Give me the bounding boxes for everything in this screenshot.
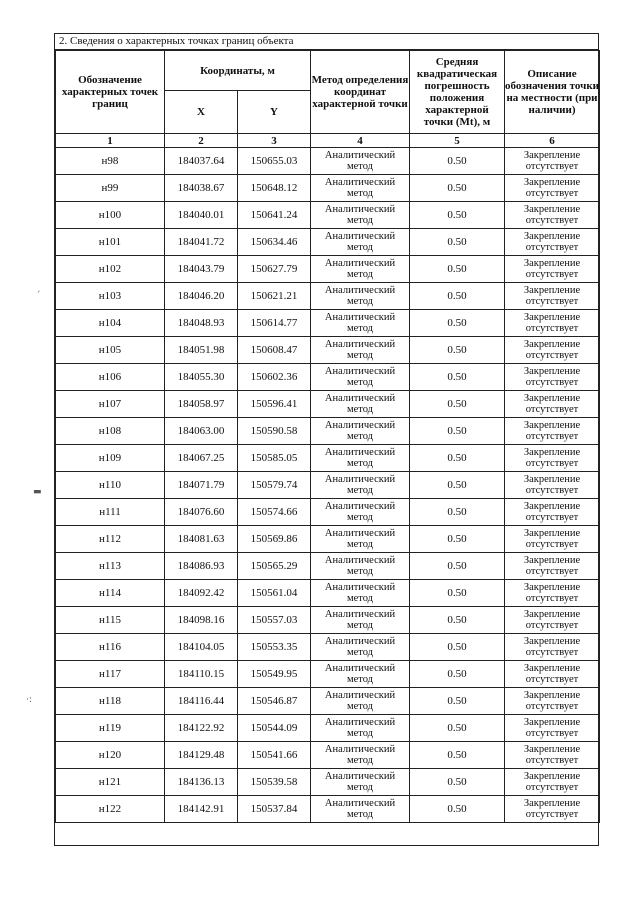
table-row xyxy=(56,526,600,553)
method-cell xyxy=(311,283,410,310)
empty-footer-cell xyxy=(56,823,600,849)
description-cell xyxy=(505,661,600,688)
description-text: отсутствует xyxy=(525,539,579,550)
description-text: Закрепление xyxy=(523,177,581,188)
coordinate-y: 150641.24 xyxy=(238,202,311,229)
method-text: метод xyxy=(346,674,374,685)
method-cell xyxy=(311,553,410,580)
method-text: Аналитический xyxy=(324,474,396,485)
description-cell xyxy=(505,175,600,202)
header-coordinates: Координаты, м xyxy=(165,51,311,91)
coordinate-x: 184051.98 xyxy=(165,337,238,364)
coordinate-x: 184038.67 xyxy=(165,175,238,202)
description-text: отсутствует xyxy=(525,404,579,415)
point-name: н101 xyxy=(56,229,165,256)
method-text: Аналитический xyxy=(324,528,396,539)
coordinate-y: 150537.84 xyxy=(238,796,311,823)
description-text: Закрепление xyxy=(523,393,581,404)
table-row xyxy=(56,364,600,391)
coordinate-x: 184071.79 xyxy=(165,472,238,499)
description-cell xyxy=(505,607,600,634)
method-text: Аналитический xyxy=(324,744,396,755)
description-cell xyxy=(505,580,600,607)
method-text: Аналитический xyxy=(324,609,396,620)
method-text: метод xyxy=(346,323,374,334)
method-text: Аналитический xyxy=(324,393,396,404)
method-text: Аналитический xyxy=(324,798,396,809)
method-text: метод xyxy=(346,728,374,739)
description-text: отсутствует xyxy=(525,620,579,631)
document-sheet xyxy=(54,33,599,846)
accuracy-value: 0.50 xyxy=(410,202,505,229)
description-text: отсутствует xyxy=(525,215,579,226)
accuracy-value: 0.50 xyxy=(410,337,505,364)
point-name: н118 xyxy=(56,688,165,715)
header-point-designation: Обозначение характерных точек границ xyxy=(56,51,165,134)
description-text: отсутствует xyxy=(525,377,579,388)
table-row xyxy=(56,283,600,310)
coordinate-y: 150557.03 xyxy=(238,607,311,634)
point-name: н115 xyxy=(56,607,165,634)
point-name: н106 xyxy=(56,364,165,391)
point-name: н112 xyxy=(56,526,165,553)
accuracy-value: 0.50 xyxy=(410,742,505,769)
description-text: Закрепление xyxy=(523,663,581,674)
point-name: н116 xyxy=(56,634,165,661)
method-text: Аналитический xyxy=(324,420,396,431)
accuracy-value: 0.50 xyxy=(410,796,505,823)
method-cell xyxy=(311,202,410,229)
table-row xyxy=(56,769,600,796)
coordinate-x: 184104.05 xyxy=(165,634,238,661)
method-cell xyxy=(311,256,410,283)
point-name: н104 xyxy=(56,310,165,337)
coordinate-x: 184136.13 xyxy=(165,769,238,796)
column-number-1: 1 xyxy=(56,134,165,148)
point-name: н102 xyxy=(56,256,165,283)
method-text: метод xyxy=(346,701,374,712)
coordinate-y: 150590.58 xyxy=(238,418,311,445)
description-text: Закрепление xyxy=(523,582,581,593)
method-text: метод xyxy=(346,269,374,280)
description-cell xyxy=(505,391,600,418)
description-text: отсутствует xyxy=(525,782,579,793)
accuracy-value: 0.50 xyxy=(410,688,505,715)
description-cell xyxy=(505,202,600,229)
method-text: метод xyxy=(346,350,374,361)
column-number-4: 4 xyxy=(311,134,410,148)
method-text: метод xyxy=(346,458,374,469)
coordinate-y: 150634.46 xyxy=(238,229,311,256)
boundary-points-table xyxy=(55,50,600,849)
accuracy-value: 0.50 xyxy=(410,715,505,742)
point-name: н103 xyxy=(56,283,165,310)
description-text: Закрепление xyxy=(523,555,581,566)
description-cell xyxy=(505,148,600,175)
description-cell xyxy=(505,499,600,526)
method-text: метод xyxy=(346,431,374,442)
point-name: н120 xyxy=(56,742,165,769)
description-text: Закрепление xyxy=(523,717,581,728)
method-text: метод xyxy=(346,242,374,253)
table-row xyxy=(56,256,600,283)
table-row xyxy=(56,445,600,472)
description-text: отсутствует xyxy=(525,809,579,820)
table-row xyxy=(56,472,600,499)
table-row xyxy=(56,418,600,445)
coordinate-x: 184110.15 xyxy=(165,661,238,688)
coordinate-y: 150621.21 xyxy=(238,283,311,310)
point-name: н114 xyxy=(56,580,165,607)
table-row xyxy=(56,229,600,256)
method-cell xyxy=(311,391,410,418)
coordinate-y: 150596.41 xyxy=(238,391,311,418)
table-row xyxy=(56,202,600,229)
description-cell xyxy=(505,553,600,580)
method-cell xyxy=(311,715,410,742)
description-text: Закрепление xyxy=(523,798,581,809)
point-name: н109 xyxy=(56,445,165,472)
method-text: Аналитический xyxy=(324,258,396,269)
method-text: метод xyxy=(346,755,374,766)
point-name: н108 xyxy=(56,418,165,445)
method-cell xyxy=(311,661,410,688)
method-text: Аналитический xyxy=(324,663,396,674)
method-text: Аналитический xyxy=(324,447,396,458)
point-name: н121 xyxy=(56,769,165,796)
method-cell xyxy=(311,229,410,256)
description-text: Закрепление xyxy=(523,636,581,647)
coordinate-x: 184092.42 xyxy=(165,580,238,607)
table-row xyxy=(56,148,600,175)
header-accuracy: Средняя квадратическая погрешность положения характерной точки (Mt), м xyxy=(410,51,505,134)
description-text: Закрепление xyxy=(523,609,581,620)
description-text: отсутствует xyxy=(525,458,579,469)
accuracy-value: 0.50 xyxy=(410,229,505,256)
description-text: отсутствует xyxy=(525,269,579,280)
method-text: метод xyxy=(346,809,374,820)
table-footer-row xyxy=(56,823,600,849)
point-name: н105 xyxy=(56,337,165,364)
method-cell xyxy=(311,580,410,607)
coordinate-x: 184043.79 xyxy=(165,256,238,283)
method-text: метод xyxy=(346,593,374,604)
point-name: н119 xyxy=(56,715,165,742)
coordinate-x: 184081.63 xyxy=(165,526,238,553)
description-text: отсутствует xyxy=(525,161,579,172)
description-text: отсутствует xyxy=(525,755,579,766)
method-text: метод xyxy=(346,296,374,307)
description-cell xyxy=(505,526,600,553)
accuracy-value: 0.50 xyxy=(410,499,505,526)
description-text: Закрепление xyxy=(523,312,581,323)
table-row xyxy=(56,742,600,769)
coordinate-y: 150627.79 xyxy=(238,256,311,283)
description-text: отсутствует xyxy=(525,593,579,604)
method-text: Аналитический xyxy=(324,690,396,701)
method-text: Аналитический xyxy=(324,312,396,323)
coordinate-y: 150544.09 xyxy=(238,715,311,742)
table-row xyxy=(56,580,600,607)
method-text: метод xyxy=(346,647,374,658)
accuracy-value: 0.50 xyxy=(410,256,505,283)
method-text: метод xyxy=(346,620,374,631)
description-text: отсутствует xyxy=(525,701,579,712)
coordinate-y: 150561.04 xyxy=(238,580,311,607)
table-row xyxy=(56,607,600,634)
point-name: н113 xyxy=(56,553,165,580)
description-text: Закрепление xyxy=(523,447,581,458)
method-text: метод xyxy=(346,188,374,199)
description-cell xyxy=(505,769,600,796)
description-text: Закрепление xyxy=(523,285,581,296)
coordinate-x: 184086.93 xyxy=(165,553,238,580)
description-cell xyxy=(505,634,600,661)
description-cell xyxy=(505,796,600,823)
method-text: метод xyxy=(346,782,374,793)
description-text: Закрепление xyxy=(523,690,581,701)
coordinate-y: 150608.47 xyxy=(238,337,311,364)
method-cell xyxy=(311,310,410,337)
coordinate-x: 184063.00 xyxy=(165,418,238,445)
table-row xyxy=(56,661,600,688)
description-text: Закрепление xyxy=(523,771,581,782)
description-text: отсутствует xyxy=(525,242,579,253)
method-cell xyxy=(311,742,410,769)
description-cell xyxy=(505,283,600,310)
point-name: н110 xyxy=(56,472,165,499)
header-x: X xyxy=(165,91,238,134)
accuracy-value: 0.50 xyxy=(410,310,505,337)
coordinate-y: 150648.12 xyxy=(238,175,311,202)
method-text: метод xyxy=(346,485,374,496)
point-name: н107 xyxy=(56,391,165,418)
description-cell xyxy=(505,688,600,715)
description-text: Закрепление xyxy=(523,339,581,350)
description-text: Закрепление xyxy=(523,150,581,161)
coordinate-y: 150574.66 xyxy=(238,499,311,526)
column-number-2: 2 xyxy=(165,134,238,148)
description-text: Закрепление xyxy=(523,204,581,215)
table-row xyxy=(56,553,600,580)
coordinate-x: 184129.48 xyxy=(165,742,238,769)
header-y: Y xyxy=(238,91,311,134)
coordinate-x: 184116.44 xyxy=(165,688,238,715)
section-title: 2. Сведения о характерных точках границ объекта xyxy=(55,34,598,50)
table-row xyxy=(56,175,600,202)
method-text: Аналитический xyxy=(324,177,396,188)
description-text: Закрепление xyxy=(523,501,581,512)
coordinate-x: 184098.16 xyxy=(165,607,238,634)
coordinate-x: 184046.20 xyxy=(165,283,238,310)
coordinate-x: 184037.64 xyxy=(165,148,238,175)
method-text: Аналитический xyxy=(324,231,396,242)
description-text: отсутствует xyxy=(525,188,579,199)
header-description: Описание обозначения точки на местности (при наличии) xyxy=(505,51,600,134)
coordinate-y: 150541.66 xyxy=(238,742,311,769)
coordinate-x: 184076.60 xyxy=(165,499,238,526)
point-name: н122 xyxy=(56,796,165,823)
accuracy-value: 0.50 xyxy=(410,553,505,580)
accuracy-value: 0.50 xyxy=(410,175,505,202)
margin-mark: ·: xyxy=(26,695,32,705)
accuracy-value: 0.50 xyxy=(410,526,505,553)
table-row xyxy=(56,634,600,661)
description-text: отсутствует xyxy=(525,512,579,523)
method-cell xyxy=(311,337,410,364)
method-text: метод xyxy=(346,377,374,388)
description-text: отсутствует xyxy=(525,728,579,739)
description-text: отсутствует xyxy=(525,674,579,685)
method-cell xyxy=(311,526,410,553)
method-cell xyxy=(311,175,410,202)
description-text: отсутствует xyxy=(525,647,579,658)
description-text: отсутствует xyxy=(525,485,579,496)
description-cell xyxy=(505,310,600,337)
coordinate-x: 184122.92 xyxy=(165,715,238,742)
method-cell xyxy=(311,607,410,634)
accuracy-value: 0.50 xyxy=(410,148,505,175)
method-text: Аналитический xyxy=(324,339,396,350)
method-text: метод xyxy=(346,566,374,577)
accuracy-value: 0.50 xyxy=(410,472,505,499)
description-cell xyxy=(505,229,600,256)
description-text: Закрепление xyxy=(523,231,581,242)
description-text: отсутствует xyxy=(525,566,579,577)
description-cell xyxy=(505,337,600,364)
method-cell xyxy=(311,364,410,391)
method-text: Аналитический xyxy=(324,366,396,377)
table-row xyxy=(56,499,600,526)
method-cell xyxy=(311,148,410,175)
description-text: отсутствует xyxy=(525,323,579,334)
method-cell xyxy=(311,634,410,661)
method-cell xyxy=(311,796,410,823)
accuracy-value: 0.50 xyxy=(410,283,505,310)
method-text: Аналитический xyxy=(324,555,396,566)
point-name: н99 xyxy=(56,175,165,202)
method-text: Аналитический xyxy=(324,501,396,512)
coordinate-y: 150565.29 xyxy=(238,553,311,580)
coordinate-y: 150602.36 xyxy=(238,364,311,391)
accuracy-value: 0.50 xyxy=(410,769,505,796)
method-cell xyxy=(311,418,410,445)
method-cell xyxy=(311,472,410,499)
description-cell xyxy=(505,256,600,283)
accuracy-value: 0.50 xyxy=(410,634,505,661)
description-text: Закрепление xyxy=(523,258,581,269)
method-cell xyxy=(311,769,410,796)
description-cell xyxy=(505,472,600,499)
table-row xyxy=(56,310,600,337)
table-row xyxy=(56,337,600,364)
coordinate-x: 184058.97 xyxy=(165,391,238,418)
accuracy-value: 0.50 xyxy=(410,418,505,445)
accuracy-value: 0.50 xyxy=(410,391,505,418)
method-text: Аналитический xyxy=(324,285,396,296)
description-cell xyxy=(505,742,600,769)
accuracy-value: 0.50 xyxy=(410,607,505,634)
method-text: Аналитический xyxy=(324,636,396,647)
description-cell xyxy=(505,715,600,742)
column-number-6: 6 xyxy=(505,134,600,148)
description-text: отсутствует xyxy=(525,296,579,307)
accuracy-value: 0.50 xyxy=(410,661,505,688)
point-name: н117 xyxy=(56,661,165,688)
point-name: н98 xyxy=(56,148,165,175)
coordinate-y: 150539.58 xyxy=(238,769,311,796)
method-text: Аналитический xyxy=(324,717,396,728)
description-text: отсутствует xyxy=(525,350,579,361)
table-row xyxy=(56,391,600,418)
header-method: Метод определения координат характерной точки xyxy=(311,51,410,134)
description-cell xyxy=(505,418,600,445)
column-number-3: 3 xyxy=(238,134,311,148)
method-text: Аналитический xyxy=(324,582,396,593)
method-text: метод xyxy=(346,161,374,172)
coordinate-y: 150549.95 xyxy=(238,661,311,688)
coordinate-x: 184048.93 xyxy=(165,310,238,337)
coordinate-x: 184067.25 xyxy=(165,445,238,472)
method-text: Аналитический xyxy=(324,771,396,782)
accuracy-value: 0.50 xyxy=(410,364,505,391)
table-row xyxy=(56,715,600,742)
coordinate-x: 184040.01 xyxy=(165,202,238,229)
description-text: Закрепление xyxy=(523,420,581,431)
description-text: Закрепление xyxy=(523,528,581,539)
coordinate-x: 184142.91 xyxy=(165,796,238,823)
coordinate-y: 150546.87 xyxy=(238,688,311,715)
coordinate-x: 184041.72 xyxy=(165,229,238,256)
coordinate-y: 150553.35 xyxy=(238,634,311,661)
method-text: Аналитический xyxy=(324,150,396,161)
coordinate-x: 184055.30 xyxy=(165,364,238,391)
method-cell xyxy=(311,445,410,472)
description-cell xyxy=(505,364,600,391)
method-text: метод xyxy=(346,512,374,523)
coordinate-y: 150585.05 xyxy=(238,445,311,472)
coordinate-y: 150655.03 xyxy=(238,148,311,175)
margin-mark: ▬ xyxy=(33,487,42,497)
table-row xyxy=(56,688,600,715)
description-text: Закрепление xyxy=(523,366,581,377)
method-text: Аналитический xyxy=(324,204,396,215)
margin-mark: ˊ xyxy=(36,291,41,301)
coordinate-y: 150569.86 xyxy=(238,526,311,553)
description-text: Закрепление xyxy=(523,474,581,485)
accuracy-value: 0.50 xyxy=(410,580,505,607)
description-text: отсутствует xyxy=(525,431,579,442)
description-text: Закрепление xyxy=(523,744,581,755)
coordinate-y: 150614.77 xyxy=(238,310,311,337)
point-name: н100 xyxy=(56,202,165,229)
table-row xyxy=(56,796,600,823)
method-text: метод xyxy=(346,404,374,415)
point-name: н111 xyxy=(56,499,165,526)
coordinate-y: 150579.74 xyxy=(238,472,311,499)
method-cell xyxy=(311,688,410,715)
accuracy-value: 0.50 xyxy=(410,445,505,472)
method-text: метод xyxy=(346,215,374,226)
method-text: метод xyxy=(346,539,374,550)
column-number-5: 5 xyxy=(410,134,505,148)
method-cell xyxy=(311,499,410,526)
description-cell xyxy=(505,445,600,472)
